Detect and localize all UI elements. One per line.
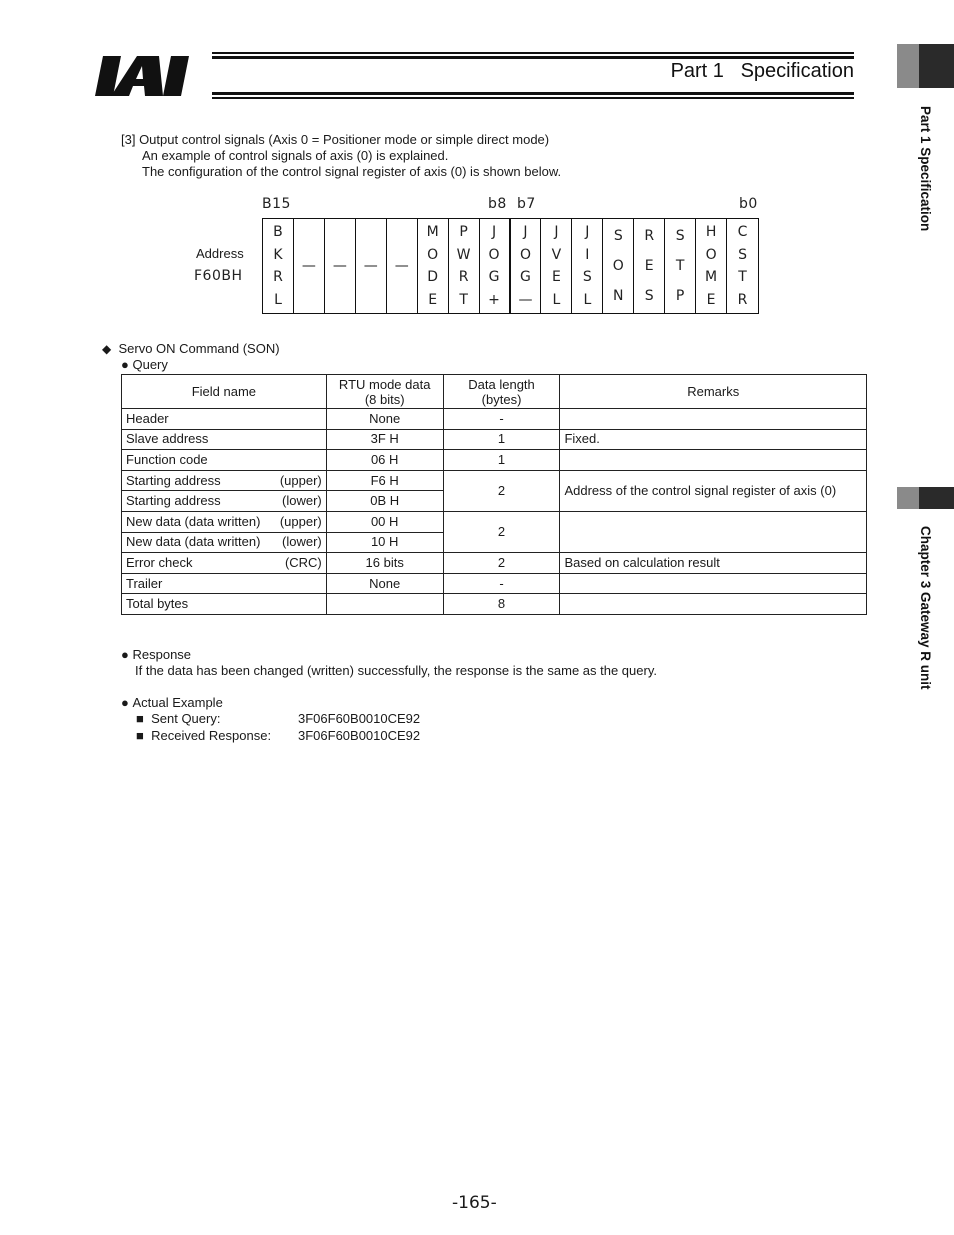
bit-label-b0: b0 xyxy=(739,196,758,212)
register-bit-char: O xyxy=(612,258,624,274)
register-bit-char: B xyxy=(273,224,283,241)
register-bit-cell xyxy=(356,219,387,313)
field-text: New data (data written) xyxy=(126,534,261,550)
register-bit-cell xyxy=(541,219,572,313)
register-bit-char: P xyxy=(675,288,685,304)
cell-remarks xyxy=(560,450,867,471)
register-bit-char: T xyxy=(738,269,747,286)
header-rule-bottom2 xyxy=(212,97,854,99)
sent-label: Sent Query: xyxy=(151,711,221,726)
address-value: F60BH xyxy=(194,268,243,284)
register-bit-char: O xyxy=(519,246,531,263)
cell-remarks: Address of the control signal register of axis (0) xyxy=(560,470,867,511)
register-bit-char: + xyxy=(488,291,500,308)
register-bit-char: S xyxy=(675,228,685,244)
header-rtu-line2: (8 bits) xyxy=(364,391,405,407)
bullet-icon: ● xyxy=(121,357,129,372)
square-bullet-icon: ■ xyxy=(136,711,144,726)
register-bit-char: G xyxy=(488,269,500,286)
cell-length: 1 xyxy=(443,429,560,450)
register-bit-char: M xyxy=(705,269,718,286)
section-heading: [3] Output control signals (Axis 0 = Positioner mode or simple direct mode) xyxy=(121,132,550,147)
register-bit-char: — xyxy=(518,291,533,308)
field-tag: (lower) xyxy=(282,493,322,509)
register-bit-char: W xyxy=(456,246,471,263)
cell-field xyxy=(122,553,327,574)
register-bit-char: S xyxy=(613,228,623,244)
example-label xyxy=(121,695,223,711)
register-bit-char: — xyxy=(332,258,347,274)
side-tab-chapter-marker-dark xyxy=(919,487,954,509)
header-length-line2: (bytes) xyxy=(481,391,522,407)
header-rtu-line1: RTU mode data xyxy=(338,376,431,392)
side-tab-part: Part 1 Specification xyxy=(918,106,933,232)
cell-length: - xyxy=(443,409,560,430)
register-bit-char: D xyxy=(427,269,439,286)
table-row xyxy=(122,511,867,532)
register-bit-cell xyxy=(418,219,449,313)
cell-length: - xyxy=(443,573,560,594)
query-label-text: Query xyxy=(132,357,168,372)
register-bit-char: L xyxy=(552,291,561,308)
cell-rtu: None xyxy=(326,409,443,430)
cell-field: Total bytes xyxy=(122,594,327,615)
header-remarks: Remarks xyxy=(560,375,867,409)
example-sent xyxy=(136,711,220,727)
bullet-icon: ● xyxy=(121,695,129,710)
register-bit-char: E xyxy=(706,291,716,308)
received-value: 3F06F60B0010CE92 xyxy=(298,728,421,743)
register-bit-char: K xyxy=(273,246,283,263)
side-tab-chapter: Chapter 3 Gateway R unit xyxy=(918,526,933,690)
register-bit-char: G xyxy=(520,269,531,286)
cell-remarks xyxy=(560,409,867,430)
control-signal-register xyxy=(262,218,759,314)
register-bit-char: — xyxy=(301,258,316,274)
received-label: Received Response: xyxy=(151,728,272,743)
diamond-bullet-icon: ◆ xyxy=(102,342,112,356)
cell-field xyxy=(122,511,327,532)
field-text: Starting address xyxy=(126,472,221,488)
example-received xyxy=(136,728,271,744)
field-tag: (lower) xyxy=(282,534,322,550)
register-bit-char: S xyxy=(738,246,747,263)
table-row xyxy=(122,429,867,450)
table-row xyxy=(122,450,867,471)
cell-length: 8 xyxy=(443,594,560,615)
son-query-table xyxy=(121,374,867,615)
table-row xyxy=(122,573,867,594)
cell-rtu: F6 H xyxy=(326,470,443,491)
cell-remarks xyxy=(560,573,867,594)
register-bit-char: S xyxy=(644,288,654,304)
header-length-line1: Data length xyxy=(468,376,535,392)
cell-field: Trailer xyxy=(122,573,327,594)
register-bit-char: C xyxy=(737,224,748,241)
cell-remarks xyxy=(560,511,867,552)
cell-length: 2 xyxy=(443,511,560,552)
square-bullet-icon: ■ xyxy=(136,728,144,743)
cell-rtu: 0B H xyxy=(326,491,443,512)
register-bit-char: T xyxy=(459,291,468,308)
register-bit-char: R xyxy=(737,291,748,308)
register-bit-char: O xyxy=(427,246,439,263)
query-label xyxy=(121,357,168,373)
field-text: Error check xyxy=(126,554,193,570)
register-bit-char: R xyxy=(644,228,655,244)
register-bit-char: — xyxy=(363,258,378,274)
register-bit-char: J xyxy=(585,224,590,241)
sent-value: 3F06F60B0010CE92 xyxy=(298,711,421,726)
register-bit-char: J xyxy=(491,224,497,241)
cell-field xyxy=(122,470,327,491)
section-line-1: An example of control signals of axis (0) is explained. xyxy=(142,148,449,163)
register-bit-char: O xyxy=(488,246,500,263)
header-length xyxy=(443,375,560,409)
header-rule-bottom xyxy=(212,92,854,95)
cell-rtu: 10 H xyxy=(326,532,443,553)
section-line-2: The configuration of the control signal register of axis (0) is shown below. xyxy=(142,164,562,179)
response-label xyxy=(121,647,191,663)
side-tab-marker-dark xyxy=(919,44,954,88)
side-tab-chapter-marker xyxy=(897,487,919,509)
header-rule xyxy=(212,56,854,59)
cell-remarks xyxy=(560,594,867,615)
register-bit-char: O xyxy=(705,246,717,263)
field-tag: (CRC) xyxy=(284,554,322,570)
cell-rtu: 16 bits xyxy=(326,553,443,574)
register-bit-cell xyxy=(603,219,634,313)
side-tab-marker xyxy=(897,44,919,88)
table-row xyxy=(122,470,867,491)
cell-rtu: 3F H xyxy=(326,429,443,450)
example-label-text: Actual Example xyxy=(132,695,223,710)
table-row xyxy=(122,553,867,574)
page-number: -165- xyxy=(452,1193,497,1213)
cell-length: 2 xyxy=(443,553,560,574)
field-text: Starting address xyxy=(126,493,221,509)
register-bit-cell xyxy=(572,219,603,313)
register-bit-char: E xyxy=(644,258,654,274)
register-bit-char: J xyxy=(523,224,528,241)
header-title: Part 1 Specification xyxy=(670,60,854,82)
register-bit-char: E xyxy=(428,291,438,308)
cell-field: Slave address xyxy=(122,429,327,450)
register-bit-cell xyxy=(263,219,294,313)
bullet-icon: ● xyxy=(121,647,129,662)
command-title-text: Servo ON Command (SON) xyxy=(118,341,280,356)
cell-remarks: Fixed. xyxy=(560,429,867,450)
cell-rtu: None xyxy=(326,573,443,594)
cell-field xyxy=(122,491,327,512)
response-label-text: Response xyxy=(132,647,192,662)
register-bit-char: R xyxy=(273,269,283,286)
register-bit-char: E xyxy=(551,269,561,286)
register-bit-char: R xyxy=(458,269,469,286)
field-tag: (upper) xyxy=(279,472,322,488)
table-header-row xyxy=(122,375,867,409)
iai-logo xyxy=(95,52,217,100)
table-row xyxy=(122,409,867,430)
register-bit-char: L xyxy=(583,291,592,308)
register-bit-cell xyxy=(480,219,511,313)
cell-rtu xyxy=(326,594,443,615)
header-rule-top xyxy=(212,52,854,54)
bit-label-b8: b8 xyxy=(488,196,507,212)
header-field-name: Field name xyxy=(122,375,327,409)
response-text: If the data has been changed (written) successfully, the response is the same as the query. xyxy=(135,663,657,678)
table-row xyxy=(122,594,867,615)
cell-field xyxy=(122,532,327,553)
register-bit-char: T xyxy=(675,258,685,274)
register-bit-cell xyxy=(325,219,356,313)
cell-length: 1 xyxy=(443,450,560,471)
bit-label-b7: b7 xyxy=(517,196,536,212)
register-bit-char: N xyxy=(613,288,624,304)
register-bit-char: P xyxy=(459,224,468,241)
register-bit-cell xyxy=(511,219,542,313)
cell-field: Function code xyxy=(122,450,327,471)
register-bit-cell xyxy=(634,219,665,313)
register-bit-char: — xyxy=(394,258,409,274)
register-bit-char: V xyxy=(551,246,562,263)
header-rtu xyxy=(326,375,443,409)
cell-field: Header xyxy=(122,409,327,430)
address-label: Address xyxy=(196,246,244,261)
register-bit-char: M xyxy=(426,224,439,241)
register-bit-cell xyxy=(696,219,727,313)
cell-rtu: 00 H xyxy=(326,511,443,532)
register-bit-cell xyxy=(387,219,418,313)
register-bit-cell xyxy=(449,219,480,313)
register-bit-cell xyxy=(665,219,696,313)
cell-length: 2 xyxy=(443,470,560,511)
register-bit-char: S xyxy=(582,269,592,286)
cell-remarks: Based on calculation result xyxy=(560,553,867,574)
cell-rtu: 06 H xyxy=(326,450,443,471)
bit-label-b15: B15 xyxy=(262,196,291,212)
register-bit-char: I xyxy=(585,246,590,263)
command-title xyxy=(102,341,280,357)
field-tag: (upper) xyxy=(279,513,322,529)
register-bit-char: J xyxy=(554,224,559,241)
register-bit-char: H xyxy=(705,224,717,241)
register-bit-cell xyxy=(294,219,325,313)
field-text: New data (data written) xyxy=(126,513,261,529)
register-bit-cell xyxy=(727,219,758,313)
register-bit-char: L xyxy=(274,291,282,308)
